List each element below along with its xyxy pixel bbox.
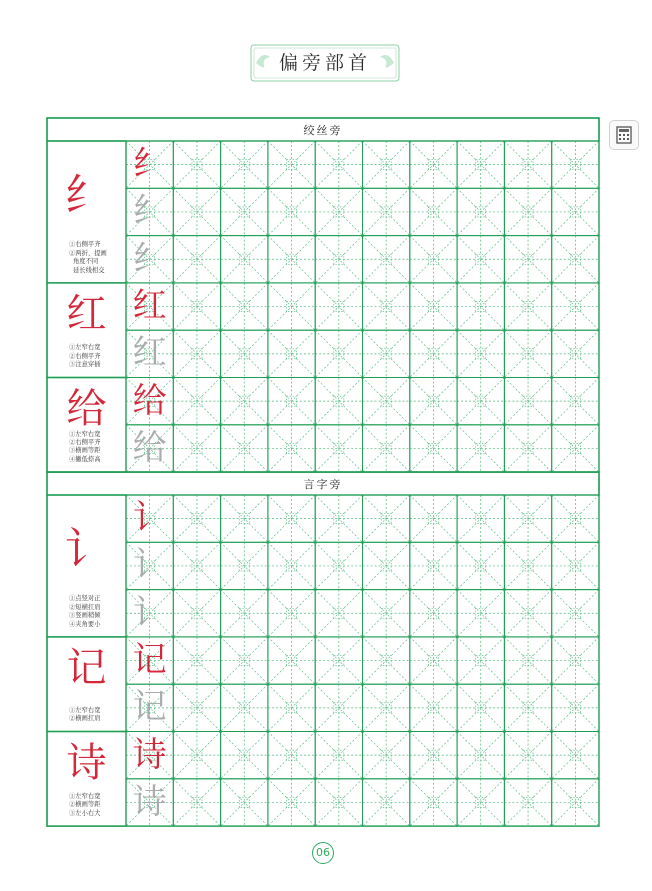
model-character: 记 [66,644,107,691]
trace-row-character: 给 [132,427,167,468]
model-character: 讠 [64,524,109,575]
model-row-character: 记 [132,639,167,680]
model-character: 纟 [64,170,109,221]
stroke-tip: 延长线相交 [69,266,105,274]
stroke-tip: ③左小右大 [69,809,101,817]
stroke-tip: ②横画扛肩 [69,715,101,723]
stroke-tip: ①左窄右宽 [69,792,101,800]
stroke-tip: 角度不同 [69,258,99,266]
model-character: 红 [66,290,107,337]
stroke-tip: ①左窄右宽 [69,344,101,352]
stroke-tip: ③注意穿插 [69,361,101,369]
trace-row-character: 讠 [132,545,167,586]
model-row-character: 诗 [132,734,167,775]
model-row-character: 纟 [132,144,167,184]
section-header: 言字旁 [303,478,343,491]
stroke-tip: ①点竖对正 [69,595,101,603]
stroke-tip: ②右侧平齐 [69,352,101,360]
stroke-tip: ②短横扛肩 [69,603,101,611]
model-character: 给 [66,385,107,432]
stroke-tip: ④夹角要小 [69,620,101,628]
stroke-tip: ②横画等距 [69,801,101,809]
model-character: 诗 [66,739,107,786]
stroke-tip: ②右侧平齐 [69,438,101,446]
stroke-tip: ①左窄右宽 [69,430,101,438]
trace-row-character: 讠 [132,592,167,633]
trace-row-character: 诗 [132,781,167,822]
model-row-character: 红 [132,285,167,326]
trace-row-character: 记 [132,687,167,728]
page-title: 偏旁部首 [278,52,371,74]
model-row-character: 给 [132,380,167,421]
section-header: 绞丝旁 [303,124,343,137]
stroke-tip: ③竖画稍倾 [69,612,101,620]
trace-row-character: 纟 [132,191,167,232]
trace-row-character: 红 [132,333,167,374]
stroke-tip: ①右侧平齐 [69,241,101,249]
stroke-tip: ③横画等距 [69,447,101,455]
stroke-tip: ①左窄右宽 [69,706,101,714]
stroke-tip: ②两折、提画 [69,249,107,257]
trace-row-character: 纟 [132,238,167,279]
page-number: 06 [312,842,334,864]
stroke-tip: ④撇低捺高 [69,455,101,463]
model-row-character: 讠 [132,498,167,538]
